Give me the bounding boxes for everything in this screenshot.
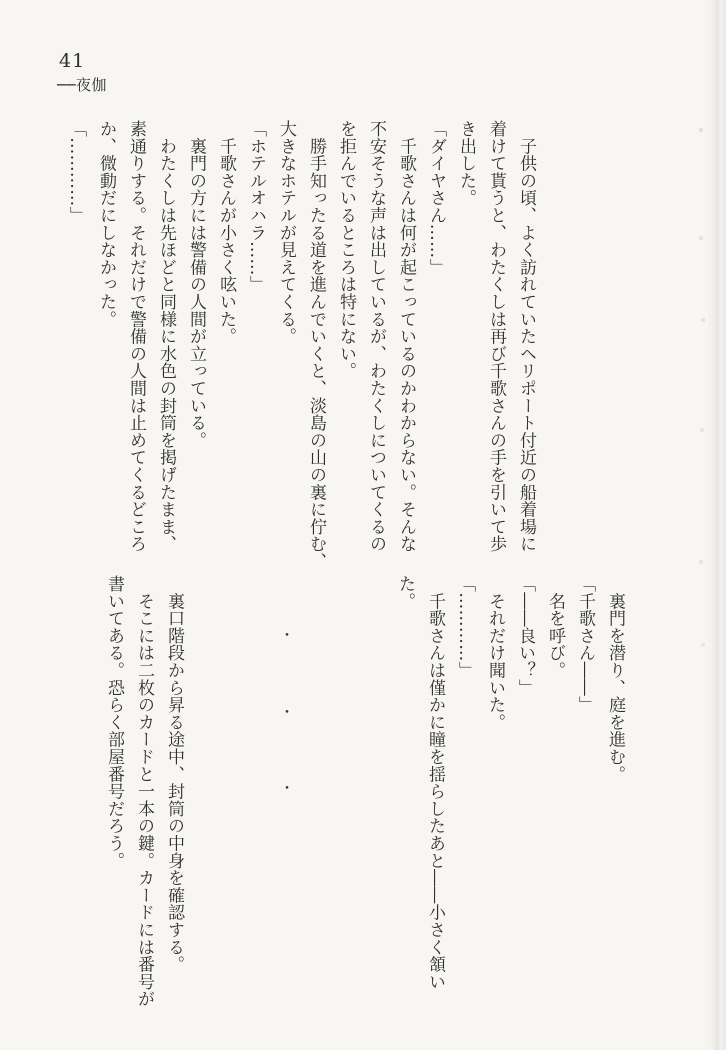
page-number: 41 [59, 50, 86, 72]
text-block-bottom-left [99, 575, 189, 1015]
text-column: 「…………」 [66, 120, 86, 224]
text-column: 大きなホテルが見えてくる。 [276, 120, 296, 345]
text-column: 勝手知ったる道を進んでいくと、淡島の山の裏に佇む、 [306, 120, 326, 570]
text-column: 「ダイヤさん……」 [426, 120, 446, 276]
scene-break-dot: ・ [279, 779, 295, 797]
text-column: 裏門の方には警備の人間が立っている。 [186, 120, 206, 449]
text-column: わたくしは先ほどと同様に水色の封筒を掲げたまま、 [156, 120, 176, 553]
text-column: 「ホテルオハラ……」 [246, 120, 266, 293]
text-column: 着けて貰うと、わたくしは再び千歌さんの手を引いて歩 [486, 120, 506, 553]
scene-break-dot: ・ [279, 626, 295, 644]
text-column: 名を呼び。 [545, 575, 565, 679]
text-column: 不安そうな声は出しているが、わたくしについてくるの [366, 120, 386, 553]
text-column: 「――良い？」 [515, 575, 535, 697]
text-column: 「…………」 [455, 575, 475, 679]
text-column: 裏門を潜り、庭を進む。 [605, 575, 625, 783]
text-column: それだけ聞いた。 [485, 575, 505, 731]
text-column: 書いてある。恐らく部屋番号だろう。 [104, 575, 124, 870]
scene-break-dot: ・ [279, 702, 295, 721]
text-column: 千歌さんは何が起こっているのかわからない。そんな [396, 120, 416, 553]
text-column: か、微動だにしなかった。 [96, 120, 116, 328]
text-block-bottom-right [390, 575, 630, 991]
text-column: 千歌さんは僅かに瞳を揺らしたあと――小さく頷い [425, 575, 445, 991]
text-column: を拒んでいるところは特にない。 [336, 120, 356, 380]
ink-bleed-marks [699, 128, 703, 132]
text-block-top [61, 120, 541, 578]
text-column: そこには二枚のカードと一本の鍵。カードには番号が [134, 575, 154, 1008]
text-column: 子供の頃、よく訪れていたヘリポート付近の船着場に [516, 120, 536, 553]
scene-break [277, 628, 297, 796]
text-column: 「千歌さん――」 [575, 575, 595, 714]
page-edge-shadow [706, 0, 726, 1050]
text-column: 裏口階段から昇る途中、封筒の中身を確認する。 [164, 575, 184, 973]
text-column: き出した。 [456, 120, 476, 207]
text-column: 素通りする。それだけで警備の人間は止めてくるどころ [126, 120, 146, 553]
running-header: ──夜伽 [57, 76, 108, 94]
text-column: 千歌さんが小さく呟いた。 [216, 120, 236, 345]
text-column: た。 [395, 575, 415, 610]
